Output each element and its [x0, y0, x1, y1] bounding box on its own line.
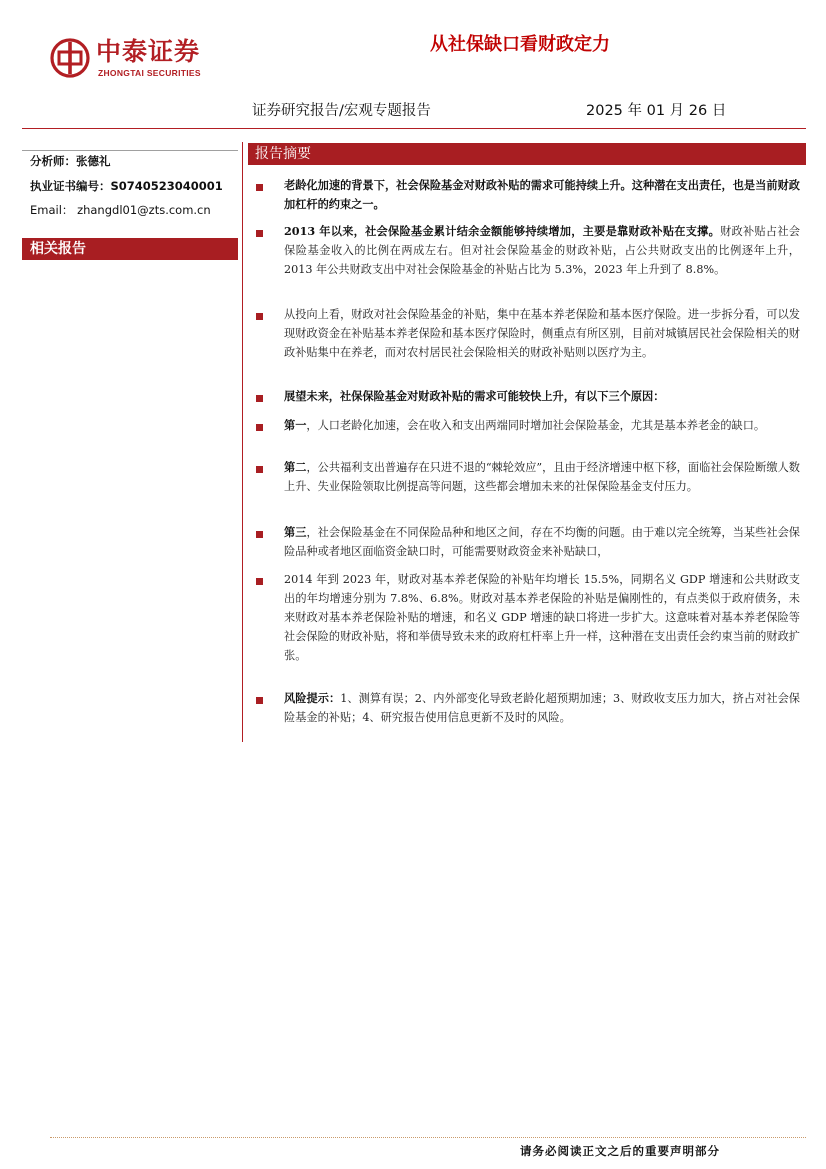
summary-paragraph-3	[284, 305, 800, 362]
email-label: Email：	[30, 203, 74, 217]
summary-paragraph-1	[284, 176, 800, 214]
report-date: 2025 年 01 月 26 日	[586, 103, 727, 119]
p5-text: ，人口老龄化加速，会在收入和支出两端同时增加社会保险基金，尤其是基本养老金的缺口。	[306, 419, 766, 432]
p6-text: ，公共福利支出普遍存在只进不退的“棘轮效应”，且由于经济增速中枢下移，面临社会保险断缴人数上升、失业保险领取比例提高等问题，这些都会增加未来的社保保险基金支付压力。	[284, 461, 800, 493]
square-bullet-icon	[256, 230, 263, 237]
related-reports-header: 相关报告	[22, 238, 238, 260]
summary-paragraph-7	[284, 523, 800, 561]
square-bullet-icon	[256, 578, 263, 585]
square-bullet-icon	[256, 313, 263, 320]
square-bullet-icon	[256, 531, 263, 538]
footer-disclaimer: 请务必阅读正文之后的重要声明部分	[520, 1144, 720, 1158]
analyst-line	[30, 153, 111, 169]
zhongtai-logo-icon	[50, 38, 90, 78]
p8-text: 2014 年到 2023 年，财政对基本养老保险的补贴年均增长 15.5%，同期名义 GDP 增速和公共财政支出的年均增速分别为 7.8%、6.8%。财政对基本养老保险的补贴是偏刚性的，有点类似于政府债务，未来财政对基本养老保险补贴的增速，和名义 GDP 增速的缺口将进一步扩大。这意味着对基本养老保险等社会保险的财政补贴，将和举债导致未来的政府杠杆率上升一样，这种潜在支出责任会约束当前的财政扩张。	[284, 573, 800, 662]
summary-paragraph-6	[284, 458, 800, 496]
summary-paragraph-5	[284, 416, 800, 435]
email-line	[30, 202, 211, 218]
analyst-name: 张德礼	[76, 154, 111, 168]
risk-label: 风险提示：	[284, 691, 341, 705]
summary-paragraph-4	[284, 387, 800, 406]
p3-text: 从投向上看，财政对社会保险基金的补贴，集中在基本养老保险和基本医疗保险。进一步拆分看，可以发现财政资金在补贴基本养老保险和基本医疗保险时，侧重点有所区别，目前对城镇居民社会保险相关的财政补贴集中在养老，而对农村居民社会保险相关的财政补贴则以医疗为主。	[284, 308, 800, 359]
header-rule	[22, 128, 806, 129]
summary-header: 报告摘要	[248, 143, 806, 165]
report-type: 证券研究报告/宏观专题报告	[252, 103, 431, 119]
p7-bold: 第三	[284, 525, 307, 539]
logo-english: ZHONGTAI SECURITIES	[98, 68, 201, 78]
cert-label: 执业证书编号：	[30, 179, 111, 193]
square-bullet-icon	[256, 395, 263, 402]
sidebar-rule	[22, 150, 238, 151]
cert-line	[30, 178, 223, 194]
logo-chinese: 中泰证券	[96, 37, 201, 66]
analyst-label: 分析师：	[30, 154, 76, 168]
summary-paragraph-8	[284, 570, 800, 665]
risk-warning	[284, 689, 800, 727]
square-bullet-icon	[256, 184, 263, 191]
p1-bold: 老龄化加速的背景下，社会保险基金对财政补贴的需求可能持续上升。这种潜在支出责任，也是当前财政加杠杆的约束之一。	[284, 178, 800, 211]
column-divider	[242, 142, 243, 742]
p4-bold: 展望未来，社保保险基金对财政补贴的需求可能较快上升，有以下三个原因：	[284, 389, 665, 403]
risk-text: 1、测算有误；2、内外部变化导致老龄化超预期加速；3、财政收支压力加大，挤占对社会保险基金的补贴；4、研究报告使用信息更新不及时的风险。	[284, 692, 800, 724]
p2-bold: 2013 年以来，社会保险基金累计结余金额能够持续增加，主要是靠财政补贴在支撑。	[284, 224, 721, 238]
p5-bold: 第一	[284, 418, 307, 432]
email-link[interactable]: zhangdl01@zts.com.cn	[77, 203, 211, 217]
square-bullet-icon	[256, 424, 263, 431]
report-title: 从社保缺口看财政定力	[430, 34, 610, 55]
p2-text: 财政补贴占社会保险基金收入的比例在两成左右。但对社会保险基金的财政补贴，占公共财政支出的比例逐年上升，2013 年公共财政支出中对社会保险基金的补贴占比为 5.3%，2023 年上升到了 8.8%。	[284, 225, 800, 276]
p6-bold: 第二	[284, 460, 307, 474]
square-bullet-icon	[256, 697, 263, 704]
summary-paragraph-2	[284, 222, 800, 279]
cert-number: S0740523040001	[110, 179, 223, 193]
square-bullet-icon	[256, 466, 263, 473]
footer-rule	[50, 1137, 806, 1138]
p7-text: ，社会保险基金在不同保险品种和地区之间，存在不均衡的问题。由于难以完全统筹，当某些社会保险品种或者地区面临资金缺口时，可能需要财政资金来补贴缺口，	[284, 526, 800, 558]
